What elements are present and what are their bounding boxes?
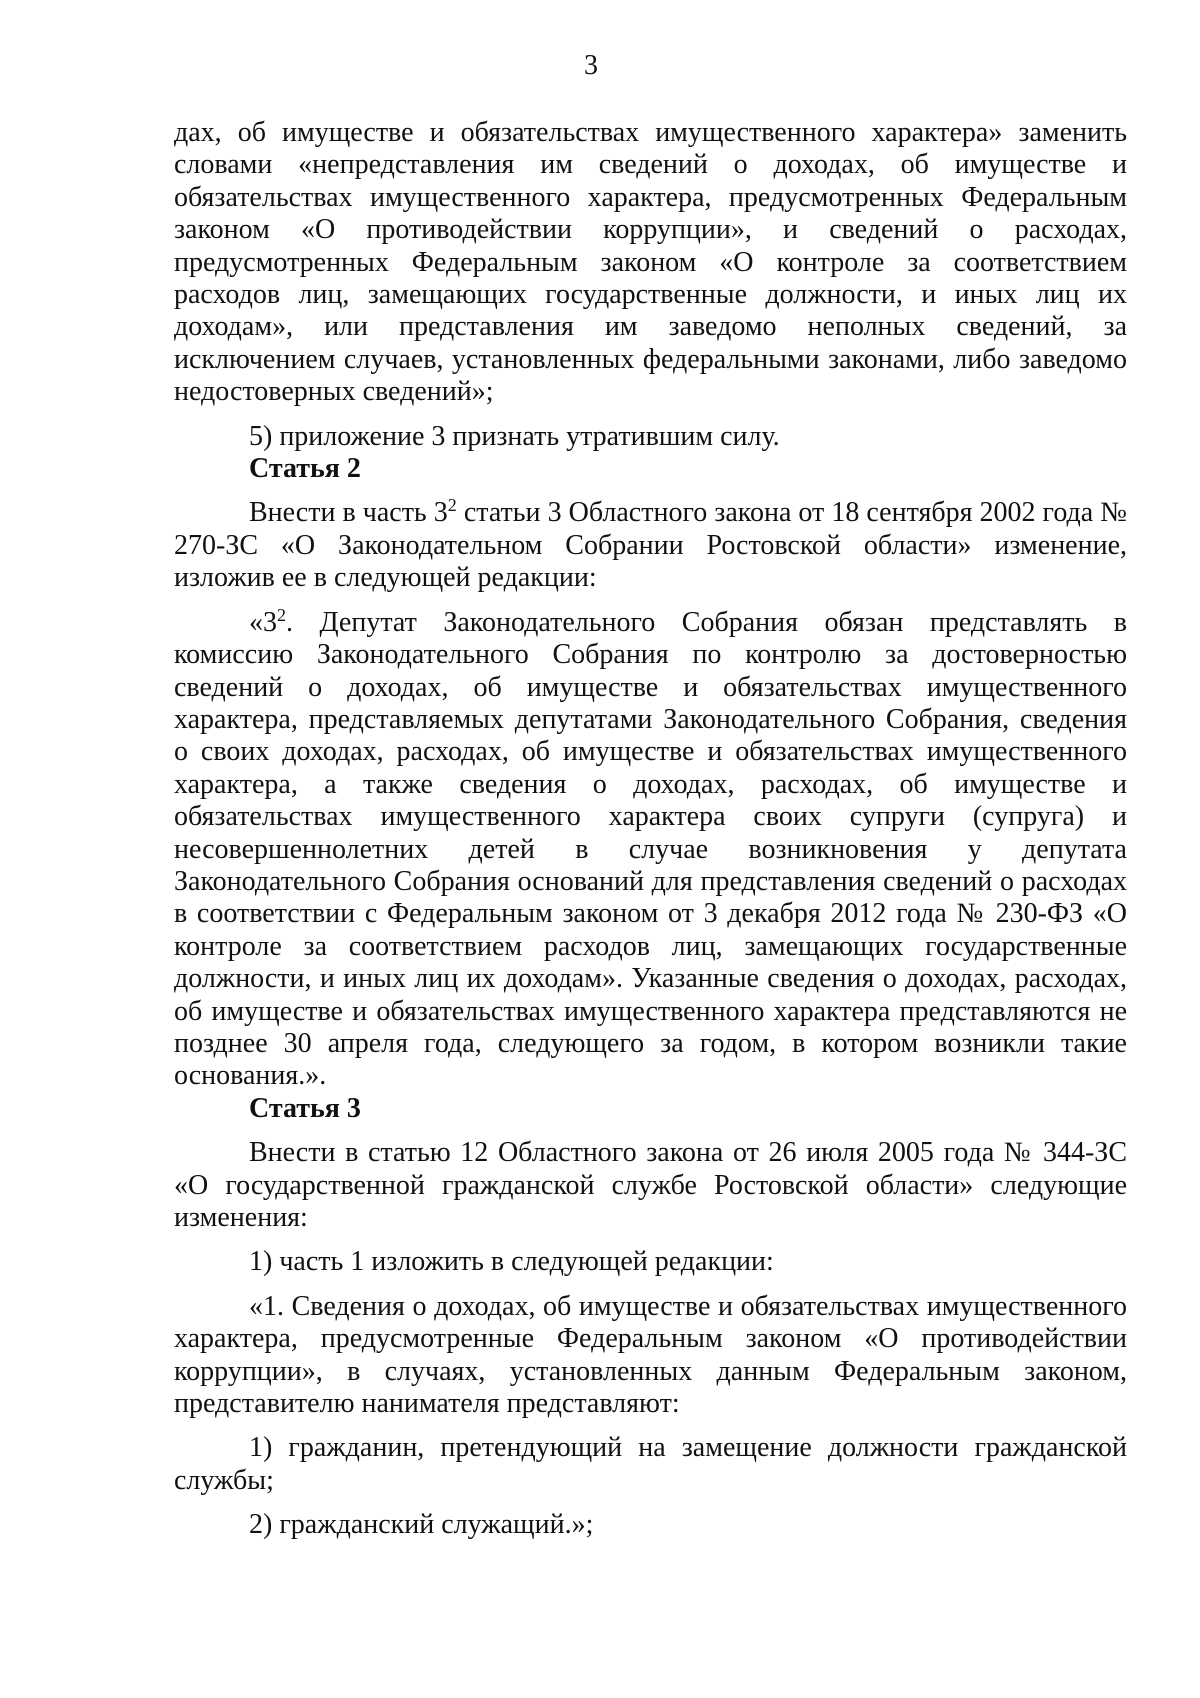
- paragraph-item-5: 5) приложение 3 признать утратившим силу.: [249, 420, 780, 452]
- article-2-new-text-b: . Депутат Законодательного Собрания обязан представлять в комиссию Законодательного Собрания по контролю за достоверностью сведений о доходах, об имуществе и обязательствах имущественного характера, представляемых депутатами Законодательного Собрания, сведения о своих доходах, расходах, об имуществе и обязательствах имущественного характера, а также сведения о доходах, расходах, об имуществе и обязательствах имущественного характера своих супруги (супруга) и несовершеннолетних детей в случае возникновения у депутата Законодательного Собрания оснований для представления сведений о расходах в соответствии с Федеральным законом от 3 декабря 2012 года № 230-ФЗ «О контроле за соответствием расходов лиц, замещающих государственные должности, и иных лиц их доходам». Указанные сведения о доходах, расходах, об имуществе и обязательствах имущественного характера представляются не позднее 30 апреля года, следующего за годом, в котором возникли такие основания.».: [174, 606, 1127, 1092]
- document-body: [174, 117, 1127, 1542]
- article-2-new-text: [174, 604, 1127, 1093]
- article-2-heading: Статья 2: [249, 453, 361, 485]
- superscript: 2: [447, 495, 457, 516]
- article-2-new-text-a: «3: [249, 606, 277, 638]
- article-3-item-1: 1) часть 1 изложить в следующей редакции:: [249, 1246, 774, 1278]
- article-3-heading: Статья 3: [249, 1092, 361, 1124]
- article-3-subitem-1: 1) гражданин, претендующий на замещение должности гражданской службы;: [174, 1432, 1127, 1496]
- article-3-intro: Внести в статью 12 Областного закона от 26 июля 2005 года № 344-ЗС «О государственной гражданской службе Ростовской области» следующие изменения:: [174, 1137, 1127, 1233]
- article-2-intro: [174, 497, 1127, 594]
- article-3-new-part-1: «1. Сведения о доходах, об имуществе и обязательствах имущественного характера, предусмотренные Федеральным законом «О противодействии коррупции», в случаях, установленных данным Федеральным законом, представителю нанимателя представляют:: [174, 1290, 1127, 1420]
- article-2-intro-text-a: Внести в часть 3: [249, 497, 448, 529]
- paragraph-continuation: дах, об имуществе и обязательствах имущественного характера» заменить словами «непредставления им сведений о доходах, об имуществе и обязательствах имущественного характера, предусмотренных Федеральным законом «О противодействии коррупции», и сведений о расходах, предусмотренных Федеральным законом «О контроле за соответствием расходов лиц, замещающих государственные должности, и иных лиц их доходам», или представления им заведомо неполных сведений, за исключением случаев, установленных федеральными законами, либо заведомо недостоверных сведений»;: [174, 117, 1127, 408]
- page-number: 3: [584, 50, 598, 81]
- article-2-intro-text-b: статьи 3 Областного закона от 18 сентября 2002 года № 270-ЗС «О Законодательном Собрании Ростовской области» изменение, изложив ее в следующей редакции:: [174, 497, 1127, 594]
- article-3-subitem-2: 2) гражданский служащий.»;: [249, 1509, 594, 1541]
- superscript: 2: [277, 604, 286, 625]
